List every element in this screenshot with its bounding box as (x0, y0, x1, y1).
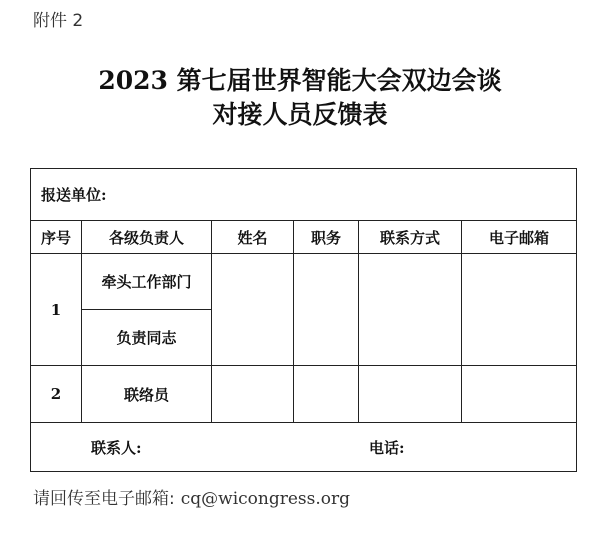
row-2-name-cell[interactable] (212, 366, 294, 423)
footer-return-note (33, 484, 350, 509)
header-seq: 序号 (31, 221, 82, 254)
row-2-email-cell[interactable] (462, 366, 577, 423)
header-row (31, 221, 577, 254)
row-2-seq: 2 (31, 366, 82, 423)
report-unit-row (31, 169, 577, 221)
row-1-position-cell[interactable] (294, 254, 359, 366)
header-contact-method: 联系方式 (359, 221, 462, 254)
row-1-contact-cell[interactable] (359, 254, 462, 366)
header-position: 职务 (294, 221, 359, 254)
contact-cell[interactable] (31, 423, 577, 472)
row-2-position-cell[interactable] (294, 366, 359, 423)
row-2-liaison-label: 联络员 (82, 366, 212, 423)
contact-row (31, 423, 577, 472)
header-email: 电子邮箱 (462, 221, 577, 254)
row-1-responsible-label: 负责同志 (82, 310, 212, 366)
row-1-email-cell[interactable] (462, 254, 577, 366)
feedback-form-table (30, 168, 577, 472)
row-1-lead-dept-label: 牵头工作部门 (82, 254, 212, 310)
report-unit-cell[interactable] (31, 169, 577, 221)
row-1-lead-dept (31, 254, 577, 310)
attachment-label: 附件 2 (33, 11, 84, 31)
header-name: 姓名 (212, 221, 294, 254)
report-unit-label: 报送单位: (41, 186, 107, 204)
phone-label: 电话: (369, 439, 405, 457)
form-title-line-1: 2023 第七届世界智能大会双边会谈 (98, 66, 502, 95)
header-level-responsible: 各级负责人 (82, 221, 212, 254)
footer-email-link[interactable]: cq@wicongress.org (180, 489, 350, 509)
form-title-line-2: 对接人员反馈表 (212, 100, 388, 129)
row-1-seq: 1 (31, 254, 82, 366)
footer-label: 请回传至电子邮箱: (33, 489, 175, 509)
row-2-contact-cell[interactable] (359, 366, 462, 423)
row-1-name-cell[interactable] (212, 254, 294, 366)
contact-person-label: 联系人: (91, 439, 142, 457)
row-2-liaison (31, 366, 577, 423)
